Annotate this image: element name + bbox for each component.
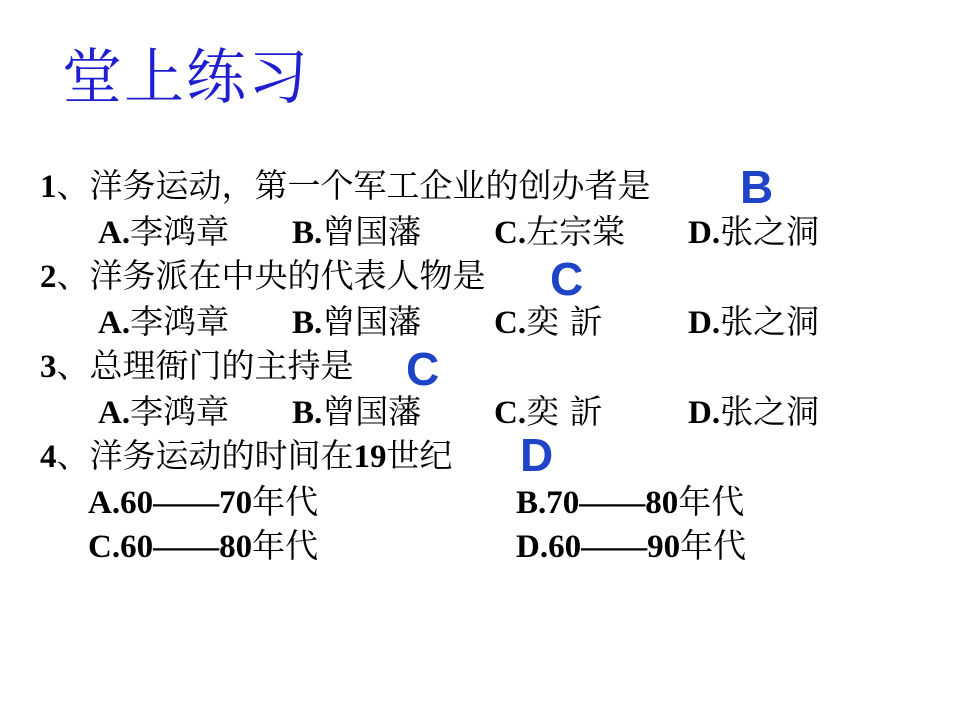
question-text: 、洋务运动，第一个军工企业的创办者是 [56,166,651,205]
question-2 [40,254,486,299]
question-3 [40,344,354,389]
question-number: 4 [40,439,57,475]
answer-1: B [740,161,774,213]
option-b: B.曾国藩 [292,212,422,251]
option-b: B.70——80年代 [516,482,745,521]
question-4 [40,434,453,479]
answer-3: C [406,343,440,395]
question-1 [40,164,651,209]
question-text: 、洋务运动的时间在 [56,436,354,475]
option-d: D.张之洞 [688,302,820,341]
option-c: C.60——80年代 [88,526,319,565]
option-a: A.李鸿章 [98,212,230,251]
question-text: 、洋务派在中央的代表人物是 [56,256,486,295]
question-number: 3 [40,349,57,385]
answer-4: D [520,429,554,481]
option-b: B.曾国藩 [292,392,422,431]
question-text-end: 世纪 [386,436,453,475]
option-b: B.曾国藩 [292,302,422,341]
option-d: D.60——90年代 [516,526,747,565]
option-a: A.李鸿章 [98,392,230,431]
option-a: A.60——70年代 [88,482,319,521]
option-c: C.奕 訢 [494,392,603,431]
question-century: 19 [353,439,387,475]
option-c: C.奕 訢 [494,302,603,341]
question-text: 、总理衙门的主持是 [56,346,354,385]
question-number: 2 [40,259,57,295]
answer-2: C [550,253,584,305]
option-d: D.张之洞 [688,212,820,251]
slide-title: 堂上练习 [62,43,310,113]
question-number: 1 [40,169,57,205]
option-c: C.左宗棠 [494,212,626,251]
option-d: D.张之洞 [688,392,820,431]
option-a: A.李鸿章 [98,302,230,341]
